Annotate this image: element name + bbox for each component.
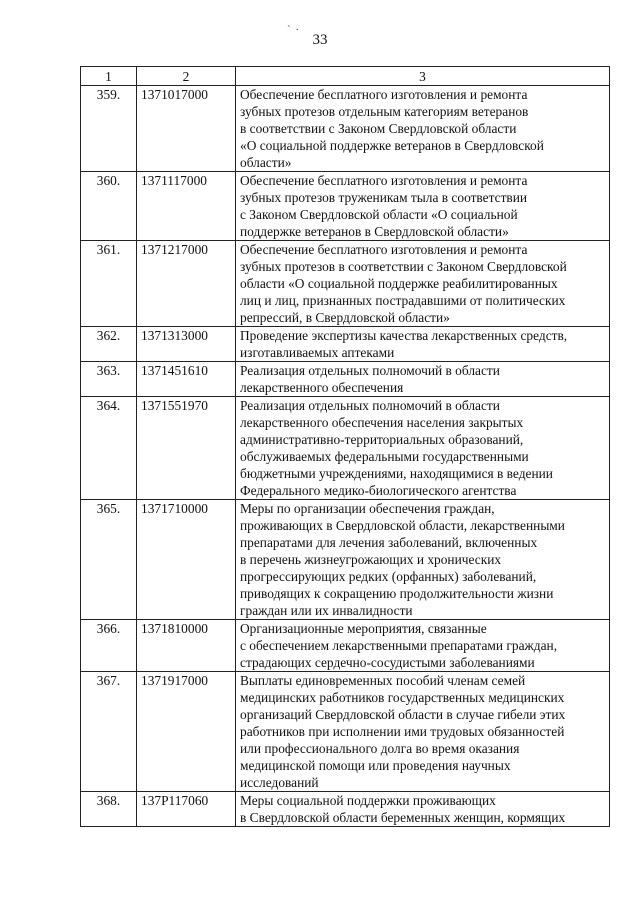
expense-description (236, 500, 610, 620)
expense-description (236, 327, 610, 362)
description-line: лекарственного обеспечения населения закрытых (240, 415, 524, 430)
expense-description (236, 241, 610, 327)
column-header-3: 3 (236, 67, 610, 86)
description-line: поддержке ветеранов в Свердловской области» (240, 224, 509, 239)
table-header-row (81, 67, 610, 86)
column-header-2: 2 (137, 67, 236, 86)
description-line: исследований (240, 775, 319, 790)
row-number: 363. (81, 362, 137, 397)
description-line: организаций Свердловской области в случае гибели этих (240, 707, 566, 722)
row-number: 360. (81, 172, 137, 241)
description-line: в перечень жизнеугрожающих и хронических (240, 552, 502, 567)
row-number: 365. (81, 500, 137, 620)
row-number: 359. (81, 86, 137, 172)
budget-code: 137P117060 (137, 792, 236, 827)
description-line: медицинских работников государственных медицинских (240, 690, 565, 705)
table-row (81, 327, 610, 362)
expense-description (236, 672, 610, 792)
description-line: препаратами для лечения заболеваний, включенных (240, 535, 538, 550)
description-line: Меры социальной поддержки проживающих (240, 793, 496, 808)
description-line: изготавливаемых аптеками (240, 345, 395, 360)
budget-code: 1371810000 (137, 620, 236, 672)
description-line: Федерального медико-биологического агентства (240, 483, 517, 498)
description-line: лекарственного обеспечения (240, 380, 404, 395)
table-row (81, 241, 610, 327)
budget-code: 1371017000 (137, 86, 236, 172)
description-line: области» (240, 155, 292, 170)
description-line: приводящих к сокращению продолжительности жизни (240, 586, 554, 601)
row-number: 368. (81, 792, 137, 827)
description-line: в Свердловской области беременных женщин, кормящих (240, 810, 566, 825)
budget-code: 1371710000 (137, 500, 236, 620)
page-number: 33 (312, 32, 328, 48)
expense-description (236, 792, 610, 827)
description-line: прогрессирующих редких (орфанных) заболеваний, (240, 569, 537, 584)
description-line: зубных протезов труженикам тыла в соответствии (240, 190, 528, 205)
description-line: Выплаты единовременных пособий членам семей (240, 673, 526, 688)
table-row (81, 500, 610, 620)
description-line: в соответствии с Законом Свердловской области (240, 121, 517, 136)
budget-code: 1371551970 (137, 397, 236, 500)
table-row (81, 86, 610, 172)
column-header-1: 1 (81, 67, 137, 86)
description-line: зубных протезов отдельным категориям ветеранов (240, 104, 529, 119)
description-line: граждан или их инвалидности (240, 603, 413, 618)
description-line: зубных протезов в соответствии с Законом Свердловской (240, 259, 567, 274)
description-line: Реализация отдельных полномочий в области (240, 363, 500, 378)
table-row (81, 397, 610, 500)
row-number: 366. (81, 620, 137, 672)
description-line: репрессий, в Свердловской области» (240, 310, 450, 325)
budget-code: 1371217000 (137, 241, 236, 327)
row-number: 362. (81, 327, 137, 362)
budget-code: 1371917000 (137, 672, 236, 792)
description-line: административно-территориальных образований, (240, 432, 524, 447)
table-row (81, 620, 610, 672)
description-line: Проведение экспертизы качества лекарственных средств, (240, 328, 568, 343)
description-line: Реализация отдельных полномочий в области (240, 398, 500, 413)
description-line: лиц и лиц, признанных пострадавшими от политических (240, 293, 566, 308)
expense-description (236, 172, 610, 241)
description-line: Меры по организации обеспечения граждан, (240, 501, 495, 516)
budget-code: 1371117000 (137, 172, 236, 241)
description-line: Обеспечение бесплатного изготовления и ремонта (240, 173, 528, 188)
description-line: бюджетными учреждениями, находящимися в ведении (240, 466, 553, 481)
expense-description (236, 86, 610, 172)
table-row (81, 792, 610, 827)
description-line: области «О социальной поддержке реабилитированных (240, 276, 558, 291)
description-line: Организационные мероприятия, связанные (240, 621, 487, 636)
description-line: или профессионального долга во время оказания (240, 741, 520, 756)
table-row (81, 362, 610, 397)
description-line: с Законом Свердловской области «О социальной (240, 207, 518, 222)
description-line: медицинской помощи или проведения научных (240, 758, 511, 773)
expense-description (236, 362, 610, 397)
description-line: обслуживаемых федеральными государственными (240, 449, 529, 464)
scan-mark: ` · (287, 24, 301, 36)
row-number: 367. (81, 672, 137, 792)
budget-codes-table (80, 66, 610, 827)
table-row (81, 672, 610, 792)
description-line: проживающих в Свердловской области, лекарственными (240, 518, 565, 533)
budget-code: 1371451610 (137, 362, 236, 397)
description-line: «О социальной поддержке ветеранов в Свердловской (240, 138, 544, 153)
row-number: 361. (81, 241, 137, 327)
description-line: Обеспечение бесплатного изготовления и ремонта (240, 242, 528, 257)
budget-code: 1371313000 (137, 327, 236, 362)
table-row (81, 172, 610, 241)
row-number: 364. (81, 397, 137, 500)
description-line: страдающих сердечно-сосудистыми заболеваниями (240, 655, 535, 670)
description-line: с обеспечением лекарственными препаратами граждан, (240, 638, 558, 653)
description-line: Обеспечение бесплатного изготовления и ремонта (240, 87, 528, 102)
expense-description (236, 620, 610, 672)
description-line: работников при исполнении ими трудовых обязанностей (240, 724, 565, 739)
expense-description (236, 397, 610, 500)
table-body (81, 86, 610, 827)
